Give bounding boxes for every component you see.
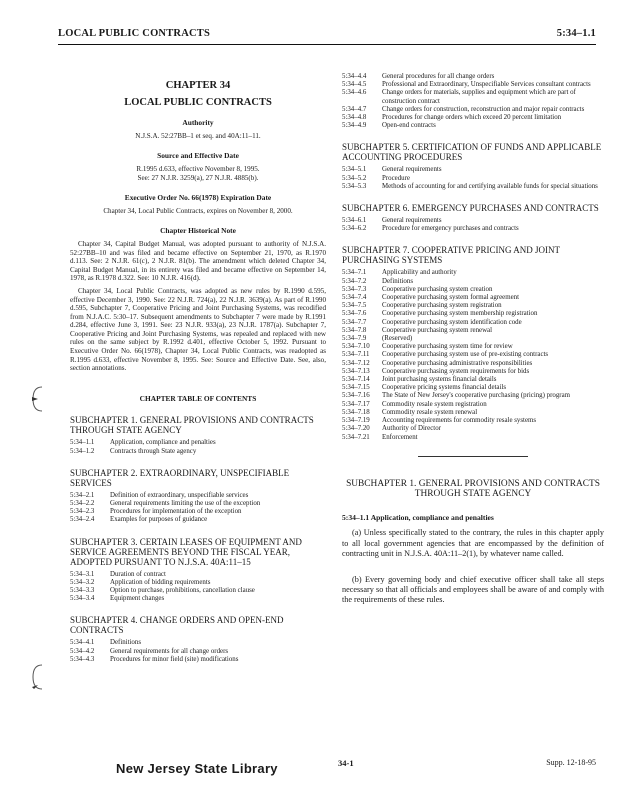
authority-text: N.J.S.A. 52:27BB–1 et seq. and 40A:11–11. xyxy=(135,131,261,140)
rule-heading: 5:34–1.1 Application, compliance and penalties xyxy=(342,512,494,522)
source-heading: Source and Effective Date xyxy=(157,151,239,161)
toc-entry: 5:34–7.10 Cooperative purchasing system time for review xyxy=(342,343,513,351)
toc-entry: 5:34–7.7 Cooperative purchasing system identification code xyxy=(342,318,522,326)
toc-entry: 5:34–7.2 Definitions xyxy=(342,277,414,285)
toc-subchapter-6-title: SUBCHAPTER 6. EMERGENCY PURCHASES AND CONTRACTS xyxy=(342,203,599,214)
toc-entry: 5:34–7.15 Cooperative pricing systems financial details xyxy=(342,384,506,392)
paragraph-b: (b) Every governing body and chief executive officer shall take all steps necessary so that all officials and employees shall be aware of and comply with the requirements of these rules. xyxy=(342,574,604,605)
history-heading: Chapter Historical Note xyxy=(160,226,236,236)
toc-entry: 5:34–2.4 Examples for purposes of guidance xyxy=(70,516,208,524)
toc-entry: 5:34–7.6 Cooperative purchasing system membership registration xyxy=(342,310,538,318)
source-text-2: See: 27 N.J.R. 3259(a), 27 N.J.R. 4885(b). xyxy=(137,173,259,182)
toc-subchapter-2-title: SUBCHAPTER 2. EXTRAORDINARY, UNSPECIFIABLE SERVICES xyxy=(70,467,290,488)
toc-entry: 5:34–7.9 (Reserved) xyxy=(342,335,413,343)
header-section-number: 5:34–1.1 xyxy=(556,28,596,39)
right-column xyxy=(342,73,604,606)
page-footer xyxy=(58,756,596,776)
source-text-1: R.1995 d.633, effective November 8, 1995. xyxy=(136,164,260,173)
toc-entry: 5:34–7.12 Cooperative purchasing administrative responsibilities xyxy=(342,359,533,367)
toc-entry: 5:34–3.2 Application of bidding requirements xyxy=(70,578,211,586)
toc-entry: 5:34–7.21 Enforcement xyxy=(342,433,418,441)
toc-entry: 5:34–4.9 Open-end contracts xyxy=(342,122,436,130)
toc-entry: 5:34–4.2 General requirements for all change orders xyxy=(70,647,229,655)
history-paragraph-1: Chapter 34, Capital Budget Manual, was adopted pursuant to authority of N.J.S.A. 52:27BB–10 and was filed and became effective on September 21, 1970, as R.1970 d.113. See: 2 N.J.R. 61(c), 2 N.J.R. 81(b). The amendment which deleted Chapter 34, Capital Budget Manual, in its entirety was filed and became effective on September 14, 1978, as R.1978 d.322. See: 10 N.J.R. 416(d). xyxy=(70,239,326,283)
toc-entry: 5:34–7.14 Joint purchasing systems financial details xyxy=(342,376,497,384)
toc-entry: 5:34–3.4 Equipment changes xyxy=(70,595,165,603)
running-header xyxy=(58,28,596,44)
toc-entry: 5:34–2.2 General requirements limiting the use of the exception xyxy=(70,500,261,508)
toc-entry: 5:34–7.17 Commodity resale system registration xyxy=(342,400,487,408)
chapter-number: CHAPTER 34 xyxy=(165,80,231,91)
exec-order-text: Chapter 34, Local Public Contracts, expires on November 8, 2000. xyxy=(103,206,293,215)
toc-subchapter-4-title: SUBCHAPTER 4. CHANGE ORDERS AND OPEN-END CONTRACTS xyxy=(70,615,284,636)
toc-entry: 5:34–2.3 Procedures for implementation of the exception xyxy=(70,508,242,516)
toc-entry: 5:34–1.1 Application, compliance and penalties xyxy=(70,439,216,447)
toc-entry: 5:34–7.13 Cooperative purchasing system requirements for bids xyxy=(342,367,530,375)
toc-entry: 5:34–7.18 Commodity resale system renewal xyxy=(342,408,478,416)
chapter-title: LOCAL PUBLIC CONTRACTS xyxy=(124,96,272,108)
toc-entry: 5:34–5.3 Methods of accounting for and certifying available funds for special situations xyxy=(342,182,598,190)
header-title: LOCAL PUBLIC CONTRACTS xyxy=(58,28,211,39)
header-rule xyxy=(58,44,596,45)
toc-entry: 5:34–7.3 Cooperative purchasing system creation xyxy=(342,285,493,293)
toc-entry: 5:34–7.20 Authority of Director xyxy=(342,425,441,433)
toc-entry: 5:34–4.7 Change orders for construction, reconstruction and major repair contracts xyxy=(342,105,585,113)
toc-subchapter-1-title: SUBCHAPTER 1. GENERAL PROVISIONS AND CONTRACTS THROUGH STATE AGENCY xyxy=(70,415,314,436)
toc-entry: 5:34–7.5 Cooperative purchasing system registration xyxy=(342,302,502,310)
toc-entry: 5:34–4.8 Procedures for change orders which exceed 20 percent limitation xyxy=(342,114,562,122)
toc-heading: CHAPTER TABLE OF CONTENTS xyxy=(139,393,257,403)
toc-entry: 5:34–6.1 General requirements xyxy=(342,217,442,225)
toc-entry: 5:34–4.3 Procedures for minor field (site) modifications xyxy=(70,655,239,663)
toc-entry: 5:34–5.1 General requirements xyxy=(342,166,442,174)
toc-entry: 5:34–7.16 The State of New Jersey's cooperative purchasing (pricing) program xyxy=(342,392,570,400)
toc-entry: 5:34–4.1 Definitions xyxy=(70,639,142,647)
toc-entry: 5:34–4.5 Professional and Extraordinary, Unspecifiable Services consultant contracts xyxy=(342,81,591,89)
authority-heading: Authority xyxy=(182,118,214,128)
paragraph-a: (a) Unless specifically stated to the contrary, the rules in this chapter apply to all local government agencies that are encompassed by the definition of contracting unit in N.J.S.A. 40A:11–2(1), by whatever name called. xyxy=(342,528,604,558)
toc-entry: 5:34–3.1 Duration of contract xyxy=(70,570,166,578)
toc-entry: 5:34–3.3 Option to purchase, prohibitions, cancellation clause xyxy=(70,587,255,595)
toc-entry: 5:34–7.8 Cooperative purchasing system renewal xyxy=(342,326,493,334)
history-paragraph-2: Chapter 34, Local Public Contracts, was adopted as new rules by R.1990 d.595, effective December 3, 1990. See: 22 N.J.R. 724(a), 22 N.J.R. 3639(a). As part of R.1990 d.595, Subchapter 7, Cooperative Pricing and Joint Purchasing Systems, was recodified from N.J.A.C. 5:30–17. Subsequent amendments to Subchapter 7 were made by R.1991 d.284, effective June 3, 1991. See: 23 N.J.R. 933(a), 23 N.J.R. 1787(a). Subchapter 7, Cooperative Pricing and Joint Purchasing Systems, was repealed and replaced with new rules on the same subject by R.1992 d.401, effective October 5, 1992. Pursuant to Executive Order No. 66(1978), Chapter 34, Local Public Contracts, was readopted as R.1995 d.633, effective November 8, 1995. See: Source and Effective Date. See, also, section annotations. xyxy=(70,286,326,373)
margin-bracket-mark xyxy=(30,663,44,691)
page-number: 34-1 xyxy=(338,758,354,768)
toc-subchapter-3-title: SUBCHAPTER 3. CERTAIN LEASES OF EQUIPMENT AND SERVICE AGREEMENTS BEYOND THE FISCAL YEAR, ADOPTED PURSUANT TO N.J.S.A. 40A:11–15 xyxy=(70,536,302,567)
toc-entry: 5:34–7.4 Cooperative purchasing system formal agreement xyxy=(342,294,520,302)
margin-bracket-mark xyxy=(30,385,44,413)
toc-entry: 5:34–7.11 Cooperative purchasing system use of pre-existing contracts xyxy=(342,351,549,359)
toc-subchapter-7-title: SUBCHAPTER 7. COOPERATIVE PRICING AND JOINT PURCHASING SYSTEMS xyxy=(342,245,560,266)
toc-entry: 5:34–1.2 Contracts through State agency xyxy=(70,447,197,455)
toc-entry: 5:34–4.6 Change orders for materials, supplies and equipment which are part of construction contract xyxy=(342,89,576,105)
library-stamp: New Jersey State Library xyxy=(116,761,278,776)
toc-subchapter-5-title: SUBCHAPTER 5. CERTIFICATION OF FUNDS AND APPLICABLE ACCOUNTING PROCEDURES xyxy=(342,142,602,163)
section-divider xyxy=(418,456,528,457)
supplement-date: Supp. 12-18-95 xyxy=(546,758,596,767)
left-column xyxy=(70,56,326,664)
toc-entry: 5:34–6.2 Procedure for emergency purchases and contracts xyxy=(342,225,519,233)
toc-entry: 5:34–4.4 General procedures for all change orders xyxy=(342,73,495,80)
body-subchapter-title: SUBCHAPTER 1. GENERAL PROVISIONS AND CONTRACTS THROUGH STATE AGENCY xyxy=(346,478,600,500)
toc-entry: 5:34–7.19 Accounting requirements for commodity resale systems xyxy=(342,417,537,425)
toc-entry: 5:34–5.2 Procedure xyxy=(342,174,410,182)
exec-order-heading: Executive Order No. 66(1978) Expiration Date xyxy=(124,193,272,203)
toc-entry: 5:34–2.1 Definition of extraordinary, unspecifiable services xyxy=(70,491,249,499)
toc-entry: 5:34–7.1 Applicability and authority xyxy=(342,269,457,277)
